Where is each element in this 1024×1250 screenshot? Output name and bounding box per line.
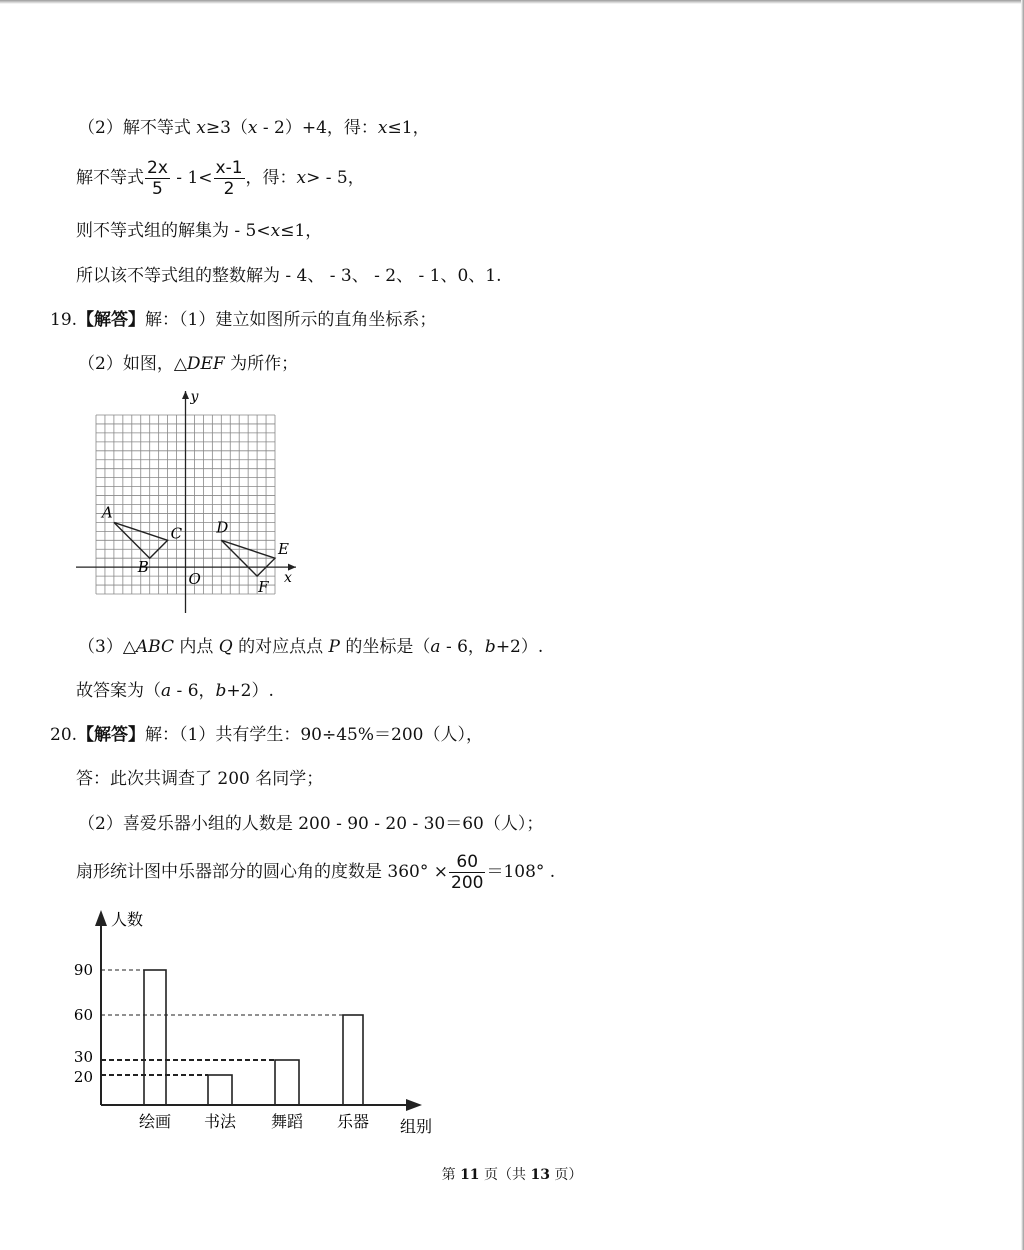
math-variable: x <box>377 118 388 138</box>
math-variable: ABC <box>135 637 174 657</box>
point-label-d: D <box>216 518 229 537</box>
math-variable: x <box>296 168 307 188</box>
text-segment: - 6， <box>440 637 485 657</box>
math-variable: x <box>247 118 258 138</box>
question-number: 19. <box>50 310 78 330</box>
x-axis-title: 组别 <box>400 1117 433 1136</box>
inequality-1-line <box>78 117 430 139</box>
answer-tag: 【解答】 <box>77 725 146 745</box>
math-variable: P <box>328 637 340 657</box>
bar-1 <box>144 970 166 1105</box>
text-segment: （3）△ <box>78 637 136 657</box>
bar-chart <box>60 900 460 1145</box>
y-tick-label: 90 <box>73 961 93 979</box>
fraction-x-minus-1-over-2 <box>214 158 245 199</box>
y-axis-title: 人数 <box>111 910 144 929</box>
math-variable: b <box>484 637 496 657</box>
point-label-e: E <box>278 540 289 559</box>
category-label: 书法 <box>203 1112 237 1131</box>
text-segment: 解不等式 <box>76 168 144 188</box>
text-segment: 内点 <box>173 637 219 657</box>
point-p-line <box>78 636 543 658</box>
math-variable: x <box>196 118 206 138</box>
math-variable: a <box>161 681 172 701</box>
fraction-2x-over-5 <box>145 158 170 199</box>
point-label-b: B <box>137 558 149 577</box>
x-axis-arrow <box>406 1099 422 1111</box>
text-segment: ，得： <box>245 168 297 188</box>
music-count-line: （2）喜爱乐器小组的人数是 200 - 90 - 20 - 30＝60（人）； <box>78 814 544 834</box>
y-axis-arrow <box>182 391 189 399</box>
fraction-60-over-200 <box>449 852 485 893</box>
text-segment: +2）. <box>495 637 544 657</box>
text-segment: 解：（1）建立如图所示的直角坐标系； <box>145 310 437 330</box>
page-number: 11 <box>460 1167 480 1183</box>
page-top-border <box>0 0 1024 4</box>
page-footer <box>0 1164 1024 1184</box>
text-segment: - 6， <box>171 681 216 701</box>
category-label: 舞蹈 <box>270 1112 304 1131</box>
bar-2 <box>208 1075 232 1105</box>
central-angle-line <box>76 852 555 893</box>
integer-solutions-line: 所以该不等式组的整数解为 - 4、 - 3、 - 2、 - 1、0、1. <box>76 266 502 286</box>
fraction-numerator: x-1 <box>215 158 243 178</box>
y-tick-label: 60 <box>73 1006 93 1024</box>
solution-set-line <box>76 220 322 242</box>
text-segment: 的坐标是（ <box>340 637 431 657</box>
bar-4 <box>343 1015 363 1105</box>
point-label-a: A <box>101 503 113 522</box>
footer-text: 页（共 <box>479 1167 531 1183</box>
math-variable: x <box>270 221 281 241</box>
text-segment: ≤1， <box>387 118 430 138</box>
math-variable: Q <box>218 637 233 657</box>
text-segment: 为所作； <box>224 354 299 374</box>
inequality-2-line <box>76 158 365 199</box>
math-variable: b <box>215 681 227 701</box>
question-number: 20. <box>50 725 78 745</box>
text-segment: ≥3（ <box>205 118 248 138</box>
y-tick-label: 30 <box>73 1048 93 1066</box>
text-segment: > - 5， <box>306 168 365 188</box>
text-segment: 故答案为（ <box>76 681 161 701</box>
fraction-numerator: 60 <box>449 852 485 873</box>
category-label: 乐器 <box>336 1112 370 1131</box>
text-segment: 则不等式组的解集为 - 5< <box>76 221 271 241</box>
fraction-numerator: 2x <box>147 158 168 178</box>
fraction-denominator: 5 <box>152 179 163 199</box>
answer-tag: 【解答】 <box>77 310 146 330</box>
y-axis-arrow <box>95 910 107 926</box>
answer-19-line <box>76 680 274 702</box>
text-segment: +2）. <box>226 681 274 701</box>
point-label-c: C <box>170 524 183 543</box>
question-20-heading <box>50 724 483 746</box>
text-segment: 解：（1）共有学生：90÷45%＝200（人）， <box>145 725 483 745</box>
page-total: 13 <box>530 1167 550 1183</box>
text-segment: ＝108° . <box>486 862 556 882</box>
x-axis-label: x <box>284 570 292 587</box>
text-segment: - 1< <box>170 168 213 188</box>
text-segment: - 2）+4，得： <box>257 118 378 138</box>
footer-text: 第 <box>441 1167 461 1183</box>
fraction-denominator: 200 <box>451 873 484 893</box>
bar-3 <box>275 1060 299 1105</box>
text-segment: （2）解不等式 <box>78 118 197 138</box>
y-axis-label: y <box>190 389 199 405</box>
y-tick-label: 20 <box>73 1068 93 1086</box>
text-segment: ≤1， <box>280 221 323 241</box>
footer-text: 页） <box>549 1167 583 1183</box>
text-segment: 扇形统计图中乐器部分的圆心角的度数是 360° × <box>76 862 448 882</box>
origin-label: O <box>188 570 201 589</box>
math-variable: DEF <box>186 354 225 374</box>
point-label-f: F <box>258 578 269 597</box>
fraction-denominator: 2 <box>223 179 235 199</box>
math-variable: a <box>430 637 441 657</box>
answer-total-line: 答：此次共调查了 200 名同学； <box>76 769 324 789</box>
coordinate-grid-figure <box>60 385 320 625</box>
category-label: 绘画 <box>138 1112 172 1131</box>
text-segment: （2）如图，△ <box>78 354 187 374</box>
question-19-heading <box>50 309 436 331</box>
text-segment: 的对应点点 <box>232 637 329 657</box>
triangle-def-line <box>78 353 298 375</box>
